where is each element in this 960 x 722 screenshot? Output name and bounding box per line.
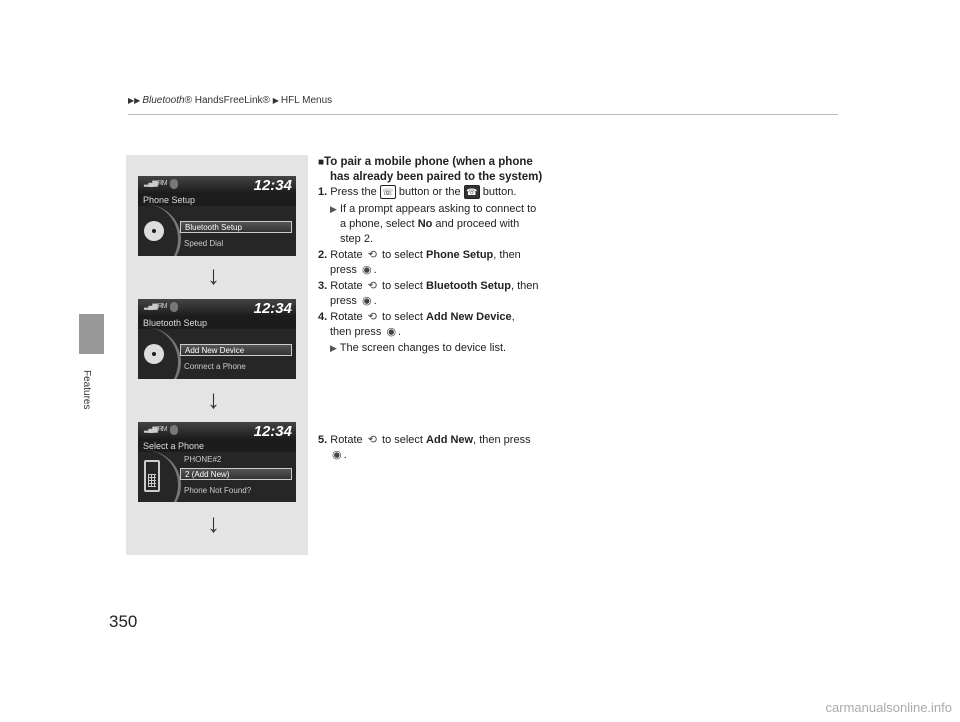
menu-item-selected[interactable]: 2 (Add New) xyxy=(180,468,292,480)
step-target: Add New Device xyxy=(426,311,512,323)
menu-item[interactable]: PHONE#2 xyxy=(184,455,222,464)
page-number: 350 xyxy=(109,612,138,631)
step-text: . xyxy=(373,264,377,276)
step-text: . xyxy=(373,295,377,307)
heading-line-1: To pair a mobile phone (when a phone xyxy=(324,156,533,168)
bluetooth-icon xyxy=(170,179,178,189)
step-text: , xyxy=(511,311,515,323)
note-option: No xyxy=(417,218,433,230)
selector-knob-icon: ⟲ xyxy=(367,249,377,261)
down-arrow-icon: ↓ xyxy=(207,384,220,414)
step-number: 5. xyxy=(318,434,328,446)
gear-icon xyxy=(144,221,164,241)
note-text: a phone, select xyxy=(340,218,415,230)
square-bullet-icon: ■ xyxy=(318,157,325,168)
step-4 xyxy=(318,310,558,340)
step-text: Rotate xyxy=(330,434,363,446)
screen-title: Select a Phone xyxy=(143,441,205,451)
step-text: Press the xyxy=(330,186,377,198)
clock: 12:34 xyxy=(253,300,292,317)
screen-select-phone xyxy=(138,422,296,502)
step-target: Add New xyxy=(426,434,474,446)
step-number: 2. xyxy=(318,249,328,261)
step-text: , then press xyxy=(473,434,531,446)
breadcrumb xyxy=(128,95,332,106)
selector-knob-icon: ⟲ xyxy=(367,311,377,323)
step-target: Phone Setup xyxy=(426,249,494,261)
breadcrumb-arrow-icon: ▶▶ xyxy=(128,96,141,105)
step-text: Rotate xyxy=(330,311,363,323)
menu-item[interactable]: Connect a Phone xyxy=(184,362,246,371)
breadcrumb-arrow-icon: ▶ xyxy=(272,96,279,105)
step-text: Rotate xyxy=(330,280,363,292)
step-text: , then xyxy=(510,280,539,292)
section-heading xyxy=(318,155,542,185)
step-text: , then xyxy=(493,249,521,261)
signal-label: RM xyxy=(157,426,167,433)
step-text: . xyxy=(343,449,347,461)
step-text: then press xyxy=(330,326,382,338)
step-3 xyxy=(318,279,558,309)
note-text: The screen changes to device list. xyxy=(339,342,507,354)
signal-label: RM xyxy=(157,303,167,310)
step-text: press xyxy=(330,264,357,276)
step-1 xyxy=(318,185,558,200)
knob-press-icon: ◉ xyxy=(332,449,342,461)
steering-phone-button-icon: ☎ xyxy=(464,185,480,199)
step-number: 3. xyxy=(318,280,328,292)
signal-icon: ▂▄▆ RM xyxy=(144,303,167,310)
section-tab xyxy=(79,370,104,470)
step-text: . xyxy=(398,326,402,338)
down-arrow-icon: ↓ xyxy=(207,508,220,538)
menu-item-selected[interactable]: Bluetooth Setup xyxy=(180,221,292,233)
step-text: button. xyxy=(482,186,517,198)
step-number: 4. xyxy=(318,311,328,323)
step-5 xyxy=(318,433,558,463)
step-number: 1. xyxy=(318,186,328,198)
signal-icon: ▂▄▆ RM xyxy=(144,426,167,433)
section-tab-block xyxy=(79,314,104,354)
down-arrow-icon: ↓ xyxy=(207,260,220,290)
step-1-note xyxy=(330,202,560,247)
step-2 xyxy=(318,248,558,278)
knob-press-icon: ◉ xyxy=(361,264,372,276)
breadcrumb-hfl: ® HandsFreeLink® xyxy=(184,95,270,106)
note-text: step 2. xyxy=(340,233,374,245)
knob-press-icon: ◉ xyxy=(386,326,397,338)
breadcrumb-menus: HFL Menus xyxy=(280,95,333,106)
menu-item[interactable]: Phone Not Found? xyxy=(184,486,252,495)
signal-icon: ▂▄▆ RM xyxy=(144,180,167,187)
header-rule xyxy=(128,114,838,115)
step-text: press xyxy=(330,295,357,307)
phone-button-icon: ☏ xyxy=(380,185,396,199)
step-text: Rotate xyxy=(330,249,363,261)
screen-phone-setup xyxy=(138,176,296,256)
mobile-phone-icon xyxy=(144,460,160,492)
signal-label: RM xyxy=(157,180,167,187)
selector-knob-icon: ⟲ xyxy=(367,434,377,446)
section-tab-label: Features xyxy=(81,370,92,410)
screen-title: Bluetooth Setup xyxy=(143,318,208,328)
bluetooth-icon xyxy=(170,302,178,312)
screen-title: Phone Setup xyxy=(143,195,196,205)
clock: 12:34 xyxy=(253,177,292,194)
step-text: to select xyxy=(382,311,423,323)
arrow-bullet-icon: ▶ xyxy=(330,343,337,353)
step-text: to select xyxy=(382,280,423,292)
step-text: to select xyxy=(382,434,423,446)
step-target: Bluetooth Setup xyxy=(426,280,511,292)
menu-item[interactable]: Speed Dial xyxy=(184,239,224,248)
step-text: button or the xyxy=(398,186,461,198)
selector-knob-icon: ⟲ xyxy=(367,280,377,292)
heading-line-2: has already been paired to the system) xyxy=(330,171,543,183)
step-text: to select xyxy=(382,249,423,261)
watermark: carmanualsonline.info xyxy=(825,700,952,715)
knob-press-icon: ◉ xyxy=(361,295,372,307)
step-4-note xyxy=(330,341,560,356)
menu-item-selected[interactable]: Add New Device xyxy=(180,344,292,356)
gear-icon xyxy=(144,344,164,364)
note-text: If a prompt appears asking to connect to xyxy=(339,203,537,215)
note-text: and proceed with xyxy=(435,218,520,230)
clock: 12:34 xyxy=(253,423,292,440)
bluetooth-icon xyxy=(170,425,178,435)
breadcrumb-bluetooth: Bluetooth xyxy=(142,95,185,106)
arrow-bullet-icon: ▶ xyxy=(330,204,337,214)
screen-bluetooth-setup xyxy=(138,299,296,379)
